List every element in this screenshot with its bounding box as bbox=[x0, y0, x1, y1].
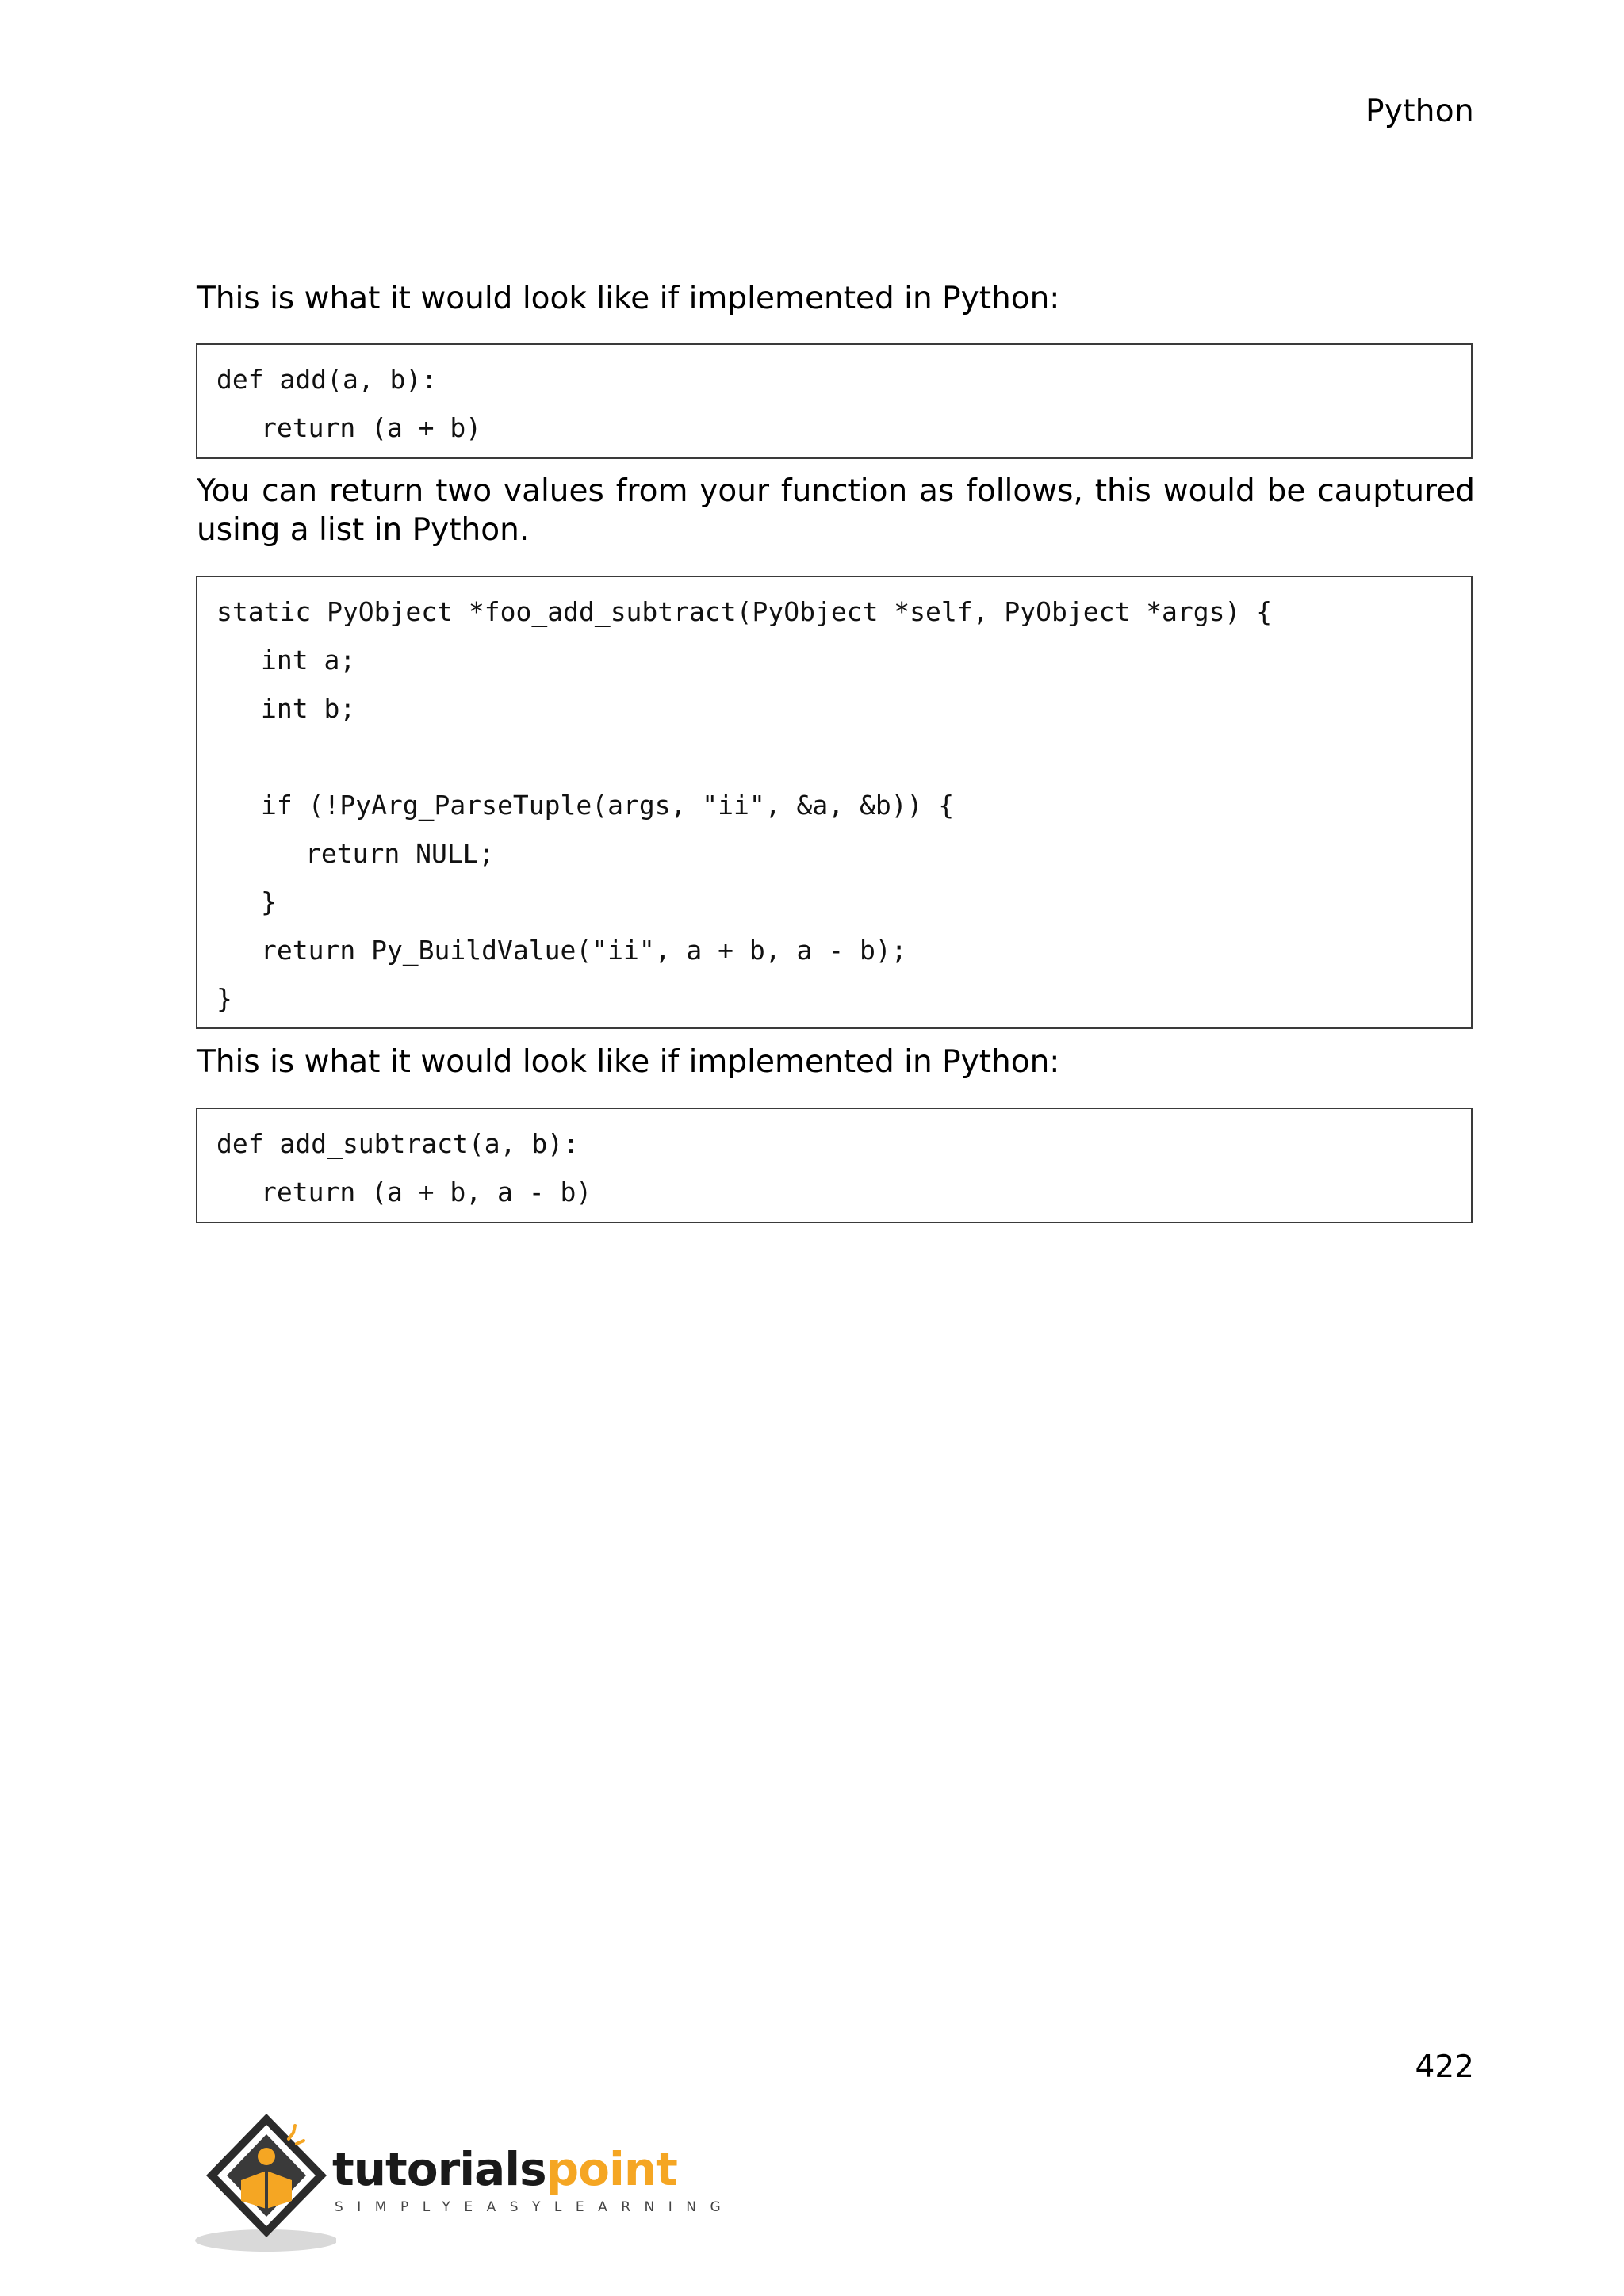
tutorialspoint-logo bbox=[193, 2107, 735, 2266]
body-paragraph: You can return two values from your function as follows, this would be cauptured using a list in Python. bbox=[197, 473, 1475, 548]
code-line: def add(a, b): bbox=[216, 364, 438, 395]
code-line: } bbox=[261, 886, 277, 917]
code-line: int b; bbox=[261, 693, 356, 724]
page-number: 422 bbox=[1415, 2049, 1474, 2085]
intro-text-1: This is what it would look like if implemented in Python: bbox=[197, 281, 1060, 316]
page-header: Python bbox=[1365, 94, 1474, 129]
code-line: static PyObject *foo_add_subtract(PyObject *self, PyObject *args) { bbox=[216, 596, 1273, 627]
code-line: if (!PyArg_ParseTuple(args, "ii", &a, &b)) { bbox=[261, 790, 955, 821]
code-line: return (a + b, a - b) bbox=[261, 1177, 592, 1207]
logo-tagline: SIMPLYEASYLEARNING bbox=[335, 2199, 735, 2215]
intro-text-3: This is what it would look like if implemented in Python: bbox=[197, 1044, 1060, 1080]
code-block-add bbox=[196, 343, 1473, 459]
code-block-foo-add-subtract bbox=[196, 576, 1473, 1029]
code-line: return NULL; bbox=[305, 838, 495, 869]
code-line-blank bbox=[216, 740, 1471, 788]
logo-wordmark: tutorialspoint bbox=[332, 2142, 677, 2196]
code-line: return (a + b) bbox=[261, 412, 482, 443]
code-block-add-subtract bbox=[196, 1108, 1473, 1223]
code-line: return Py_BuildValue("ii", a + b, a - b); bbox=[261, 935, 907, 966]
code-line: int a; bbox=[261, 645, 356, 675]
logo-diamond-icon bbox=[193, 2107, 336, 2266]
code-line: def add_subtract(a, b): bbox=[216, 1128, 579, 1159]
code-line: } bbox=[216, 983, 232, 1014]
